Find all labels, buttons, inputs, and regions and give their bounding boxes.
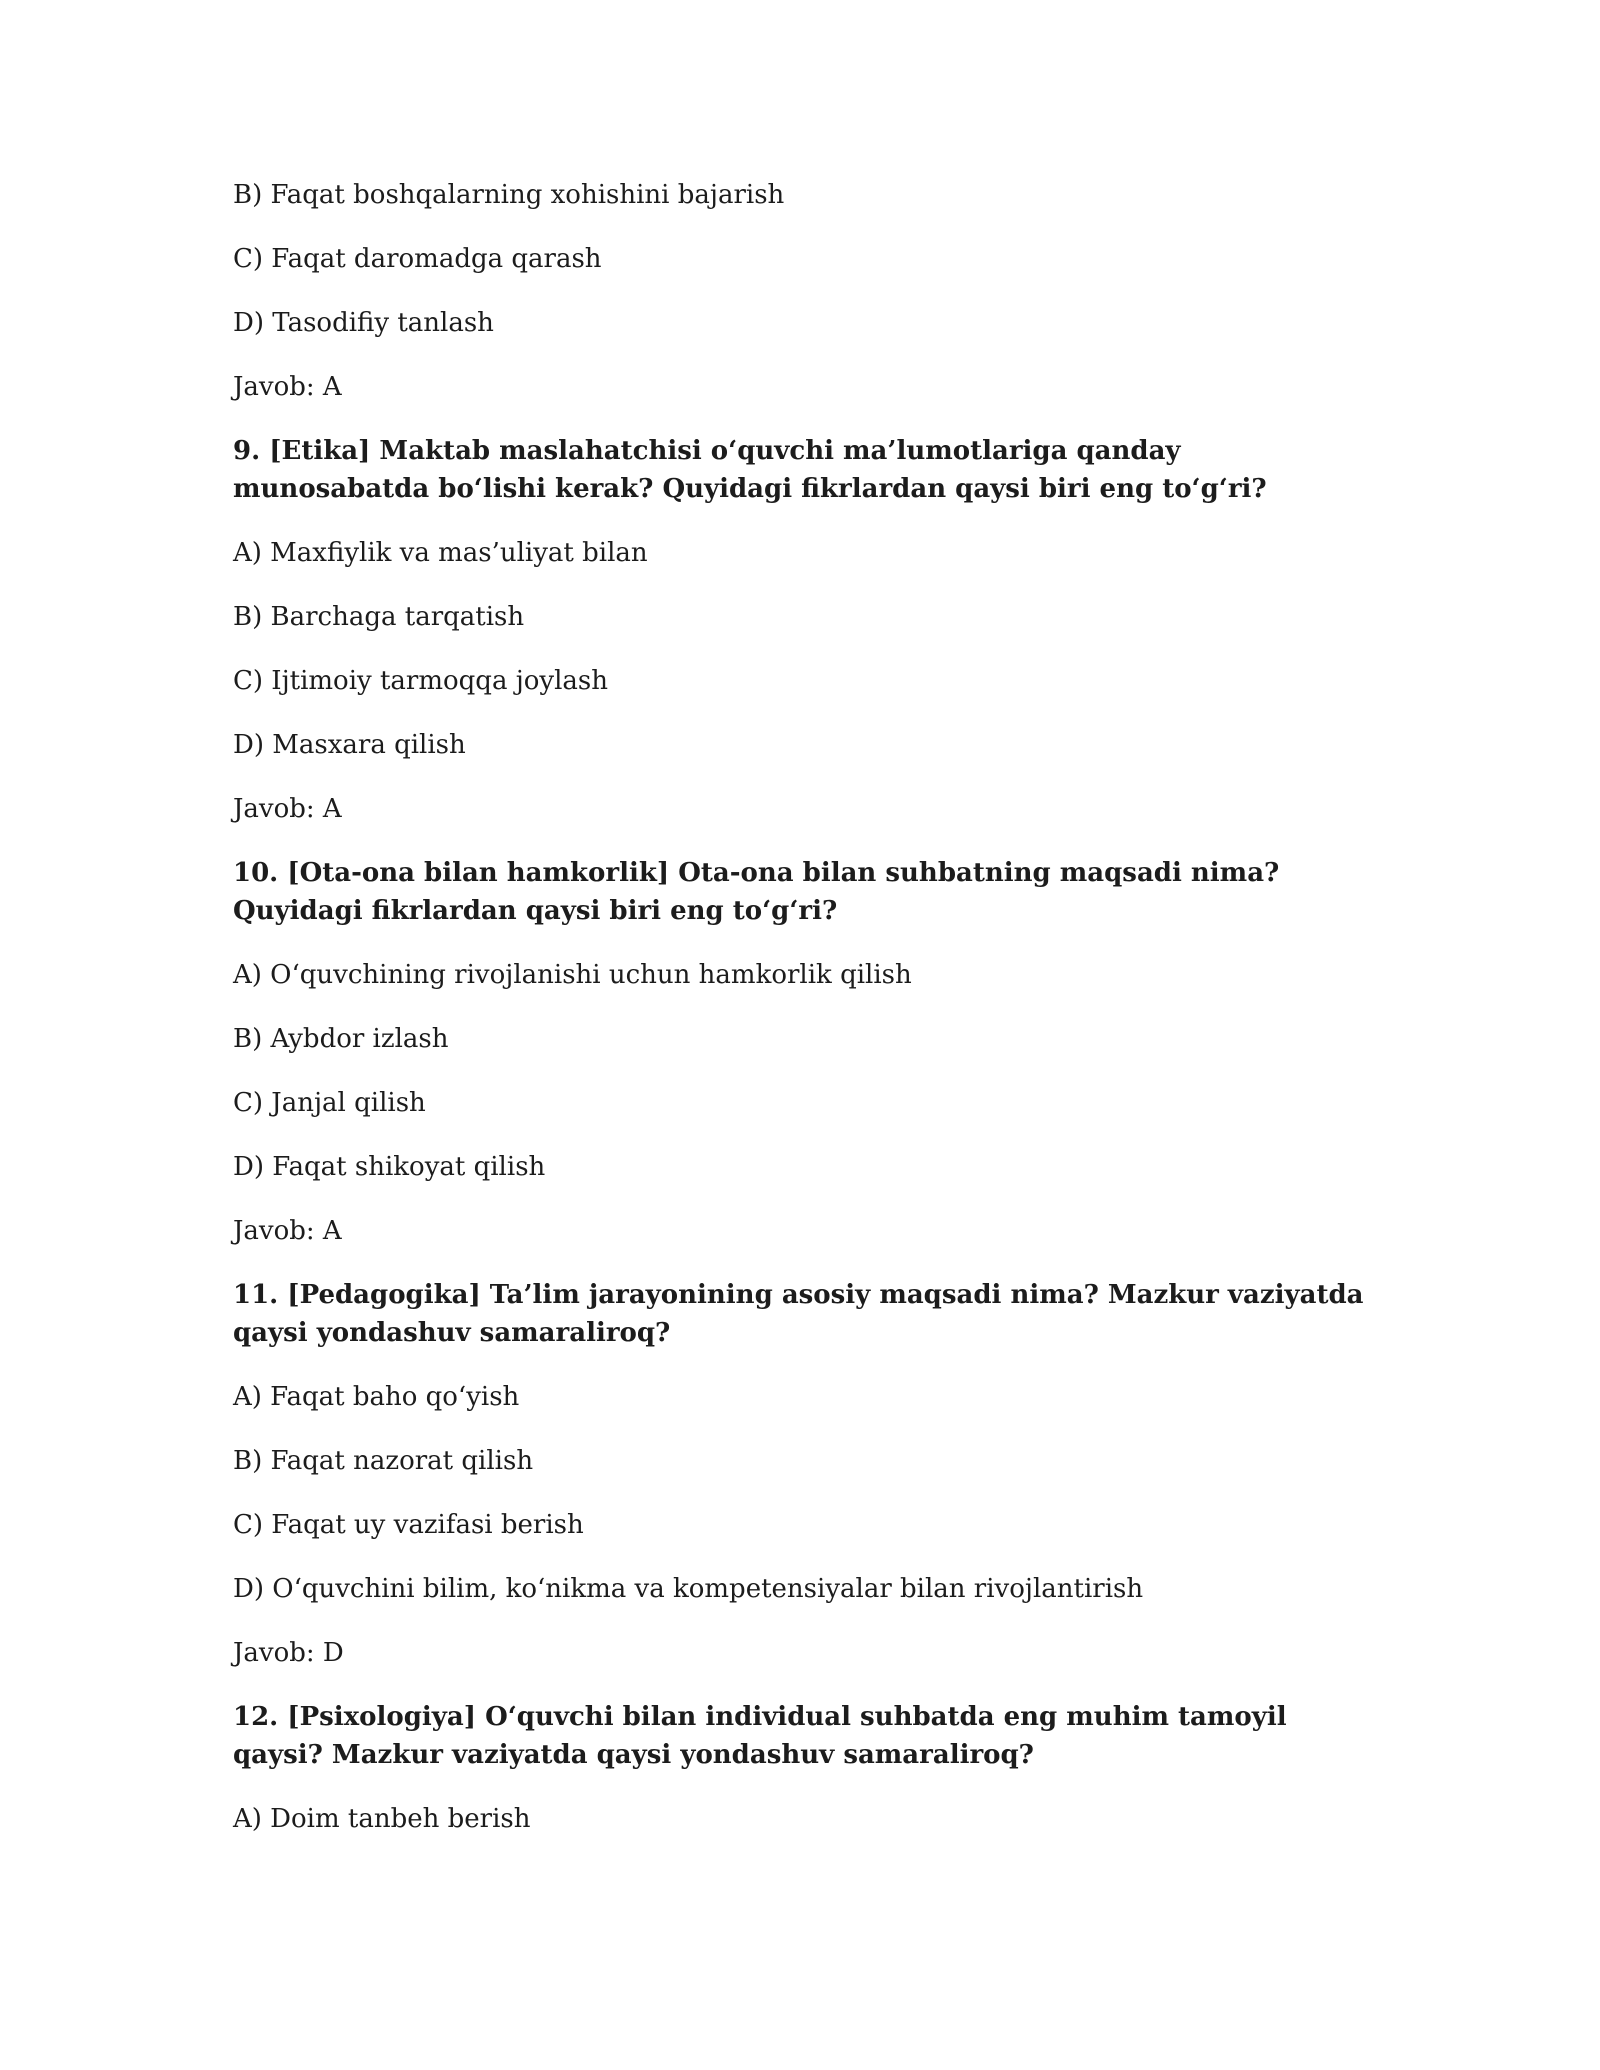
answer-text: Javob: A [233, 372, 342, 402]
option-text: D) Masxara qilish [233, 730, 466, 760]
question-heading: 11. [Pedagogika] Ta’lim jarayonining asosiy maqsadi nima? Mazkur vaziyatda qaysi yondashuv samaraliroq? [233, 1280, 1364, 1348]
option-text: A) Faqat baho qo‘yish [233, 1382, 520, 1412]
option-text: C) Faqat uy vazifasi berish [233, 1510, 584, 1540]
document-page [233, 176, 1373, 1864]
option-text: A) Maxfiylik va mas’uliyat bilan [233, 538, 648, 568]
option-text: A) O‘quvchining rivojlanishi uchun hamkorlik qilish [233, 960, 912, 990]
option-text: B) Barchaga tarqatish [233, 602, 525, 632]
option-text: A) Doim tanbeh berish [233, 1804, 531, 1834]
answer-text: Javob: D [233, 1638, 344, 1668]
option-text: D) Tasodifiy tanlash [233, 308, 494, 338]
answer-text: Javob: A [233, 794, 342, 824]
question-heading: 9. [Etika] Maktab maslahatchisi o‘quvchi ma’lumotlariga qanday munosabatda bo‘lishi kerak? Quyidagi fikrlardan qaysi biri eng to‘g‘ri? [233, 436, 1267, 504]
question-heading: 10. [Ota-ona bilan hamkorlik] Ota-ona bilan suhbatning maqsadi nima? Quyidagi fikrlardan qaysi biri eng to‘g‘ri? [233, 858, 1280, 926]
question-heading: 12. [Psixologiya] O‘quvchi bilan individual suhbatda eng muhim tamoyil qaysi? Mazkur vaziyatda qaysi yondashuv samaraliroq? [233, 1702, 1287, 1770]
option-text: C) Janjal qilish [233, 1088, 426, 1118]
option-text: D) O‘quvchini bilim, ko‘nikma va kompetensiyalar bilan rivojlantirish [233, 1574, 1144, 1604]
option-text: B) Aybdor izlash [233, 1024, 449, 1054]
option-text: C) Ijtimoiy tarmoqqa joylash [233, 666, 609, 696]
answer-text: Javob: A [233, 1216, 342, 1246]
option-text: C) Faqat daromadga qarash [233, 244, 602, 274]
option-text: D) Faqat shikoyat qilish [233, 1152, 546, 1182]
option-text: B) Faqat boshqalarning xohishini bajarish [233, 180, 785, 210]
option-text: B) Faqat nazorat qilish [233, 1446, 534, 1476]
